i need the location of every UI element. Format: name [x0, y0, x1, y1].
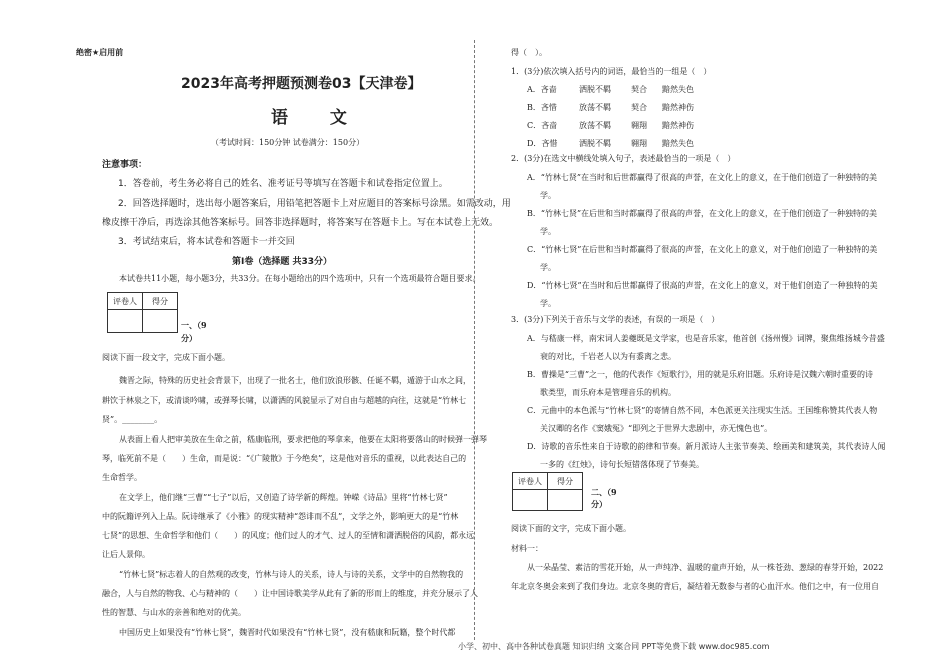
question-3-option: D．诗歌的音乐性来自于诗歌的韵律和节奏。新月派诗人主张节奏美、绘画美和建筑美，其代表诗人闻 — [527, 442, 886, 451]
option-cell: 洒脱不羁 — [579, 139, 611, 148]
option-cell: D．吝惜 — [527, 139, 558, 148]
continued-line: 得（ ）。 — [511, 48, 547, 57]
column-divider — [474, 40, 475, 640]
score-label: 得分 — [143, 293, 178, 310]
grader-cell — [108, 310, 143, 333]
passage-line: 魏晋之际，特殊的历史社会背景下，出现了一批名士，他们放浪形骸、任诞不羁，遁游于山水之间， — [119, 376, 471, 385]
question-2-option: A．“竹林七贤”在当时和后世都赢得了很高的声誉，在文化上的意义，在于他们创造了一种独特的美 — [527, 173, 877, 182]
question-3-option-cont: 歌类型，而乐府本是管理音乐的机构。 — [540, 388, 676, 397]
question-1-stem: 1．(3分)依次填入括号内的词语，最恰当的一组是（ ） — [511, 67, 712, 76]
score-label: 得分 — [548, 473, 583, 490]
grader-cell — [513, 490, 548, 511]
question-3-option: B．曹操是“三曹”之一，他的代表作《短歌行》，用的就是乐府旧题。乐府诗是汉魏六朝时重要的诗 — [527, 370, 874, 379]
grader-label: 评卷人 — [108, 293, 143, 310]
option-cell: 黯然失色 — [662, 85, 694, 94]
notice-item: 橡皮擦干净后，再选涂其他答案标号。回答非选择题时，将答案写在答题卡上。写在本试卷上无效。 — [102, 218, 499, 228]
option-cell: 黯然神伤 — [662, 103, 694, 112]
option-cell: B．吝惜 — [527, 103, 557, 112]
question-2-option-cont: 学。 — [540, 227, 556, 236]
score-box — [512, 472, 583, 511]
notice-item: 2．回答选择题时，选出每小题答案后，用铅笔把答题卡上对应题目的答案标号涂黑。如需改动，用 — [118, 199, 511, 209]
option-cell: 黯然失色 — [662, 139, 694, 148]
passage-2-intro: 阅读下面的文字，完成下面小题。 — [511, 524, 631, 533]
passage-line: 融合，人与自然的物我、心与精神的（ ）让中国诗歌美学从此有了新的形而上的维度，并充分展示了人 — [102, 589, 478, 598]
exam-time-info: （考试时间：150分钟 试卷满分：150分） — [211, 138, 365, 147]
question-2-option-cont: 学。 — [540, 299, 556, 308]
material-line: 从一朵晶莹、素洁的雪花开始，从一声纯净、温暖的童声开始，从一株苍劲、葱绿的春芽开始，2022 — [527, 563, 884, 572]
question-2-stem: 2．(3分)在选文中横线处填入句子，表述最恰当的一项是（ ） — [511, 154, 736, 163]
material-line: 年北京冬奥会来到了我们身边。北京冬奥的背后，凝结着无数参与者的心血汗水。他们之中，有一位用自 — [511, 582, 879, 591]
passage-line: 中的阮籍评列入上品。阮诗继承了《小雅》的现实精神“怨诽而不乱”，文学之外，影响更大的是“竹林 — [102, 512, 459, 521]
question-3-option-cont: 衰的对比，千岩老人以为有黍离之悲。 — [540, 352, 676, 361]
option-cell: A．吝啬 — [527, 85, 557, 94]
passage-line: 在文学上，他们继“三曹”“七子”以后，又创造了诗学新的辉煌。钟嵘《诗品》里将“竹林七贤” — [119, 493, 448, 502]
passage-line: 从表面上看人把审美放在生命之前，嵇康临刑，要求把他的琴拿来，他要在太阳将要落山的时候弹一弹琴 — [119, 435, 487, 444]
question-3-option-cont: 关汉卿的名作《窦娥冤》“即列之于世界大悲剧中，亦无愧色也”。 — [540, 424, 773, 433]
option-cell: 洒脱不羁 — [579, 85, 611, 94]
question-2-option-cont: 学。 — [540, 263, 556, 272]
passage-line: 让后人景仰。 — [102, 550, 150, 559]
option-cell: C．吝啬 — [527, 121, 558, 130]
option-cell: 契合 — [631, 85, 647, 94]
part-one-label-cont: 分） — [181, 333, 197, 343]
question-3-option: A．与嵇康一样，南宋词人姜夔既是文学家，也是音乐家，他首创《扬州慢》词牌，聚焦维扬城今昔盛 — [527, 334, 885, 343]
passage-line: 耕饮于林泉之下，或清谈吟啸，或弹琴长啸，以潇洒的风貌显示了对自由与超越的向往，这就是“竹林七 — [102, 396, 467, 405]
notice-heading: 注意事项： — [102, 160, 148, 170]
grader-label: 评卷人 — [513, 473, 548, 490]
passage-line: “竹林七贤”标志着人的自然观的改变，竹林与诗人的关系，诗人与诗的关系，文学中的自然物我的 — [119, 570, 464, 579]
option-cell: 放荡不羁 — [579, 103, 611, 112]
question-3-stem: 3．(3分)下列关于音乐与文学的表述，有误的一项是（ ） — [511, 315, 720, 324]
section-description: 本试卷共11小题，每小题3分，共33分。在每小题给出的四个选项中，只有一个选项最符合题目要求。 — [119, 274, 481, 283]
notice-item: 3．考试结束后，将本试卷和答题卡一并交回 — [118, 237, 295, 247]
option-cell: 放荡不羁 — [579, 121, 611, 130]
passage-line: 琴，临死前不是（ ）生命，而是说：“《广陵散》于今绝矣”，这是他对音乐的重视，以此表达自己的 — [102, 454, 467, 463]
section-title: 第Ⅰ卷（选择题 共33分） — [232, 257, 333, 267]
passage-line: 生命哲学。 — [102, 473, 142, 482]
passage-line: 中国历史上如果没有“竹林七贤”，魏晋时代如果没有“竹林七贤”，没有嵇康和阮籍，整个时代都 — [119, 628, 456, 637]
question-3-option-cont: 一多的《红烛》，诗句长短错落体现了节奏美。 — [540, 460, 704, 469]
passage-intro: 阅读下面一段文字，完成下面小题。 — [102, 353, 230, 362]
exam-title: 2023年高考押题预测卷03【天津卷】 — [181, 76, 422, 92]
passage-line: 七贤”的思想、生命哲学和他们（ ）的风度；他们过人的才气、过人的至情和潇洒脱俗的风韵，都永远 — [102, 531, 475, 540]
secret-label: 绝密★启用前 — [76, 48, 124, 57]
question-2-option-cont: 学。 — [540, 191, 556, 200]
option-cell: 契合 — [631, 103, 647, 112]
footer-text: 小学、初中、高中各种试卷真题 知识归纳 文案合同 PPT等免费下载 www.doc985.com — [458, 642, 770, 651]
notice-item: 1．答卷前，考生务必将自己的姓名、准考证号等填写在答题卡和试卷指定位置上。 — [118, 179, 448, 189]
subject-title: 语 文 — [271, 108, 365, 128]
part-one-label: 一、（9 — [181, 320, 207, 330]
question-3-option: C．元曲中的本色派与“竹林七贤”的寄情自然不同，本色派更关注现实生活。王国维称赞其代表人物 — [527, 406, 878, 415]
part-two-label-cont: 分） — [591, 499, 607, 509]
option-cell: 翱翔 — [631, 139, 647, 148]
score-cell — [548, 490, 583, 511]
question-2-option: B．“竹林七贤”在后世和当时都赢得了很高的声誉，在文化上的意义，在于他们创造了一种独特的美 — [527, 209, 878, 218]
question-1-options — [527, 84, 727, 164]
option-cell: 黯然神伤 — [662, 121, 694, 130]
question-2-option: C．“竹林七贤”在后世和当时都赢得了很高的声誉，在文化上的意义，对于他们创造了一种独特的美 — [527, 245, 878, 254]
score-box — [107, 292, 178, 333]
question-2-option: D．“竹林七贤”在当时和后世都赢得了很高的声誉，在文化上的意义，对于他们创造了一种独特的美 — [527, 281, 878, 290]
part-two-label: 二、（9 — [591, 487, 617, 497]
passage-line: 贤”。________。 — [102, 415, 163, 424]
passage-line: 性的智慧、与山水的亲善和绝对的优美。 — [102, 608, 246, 617]
score-cell — [143, 310, 178, 333]
material-label: 材料一： — [511, 544, 543, 553]
option-cell: 翱翔 — [631, 121, 647, 130]
